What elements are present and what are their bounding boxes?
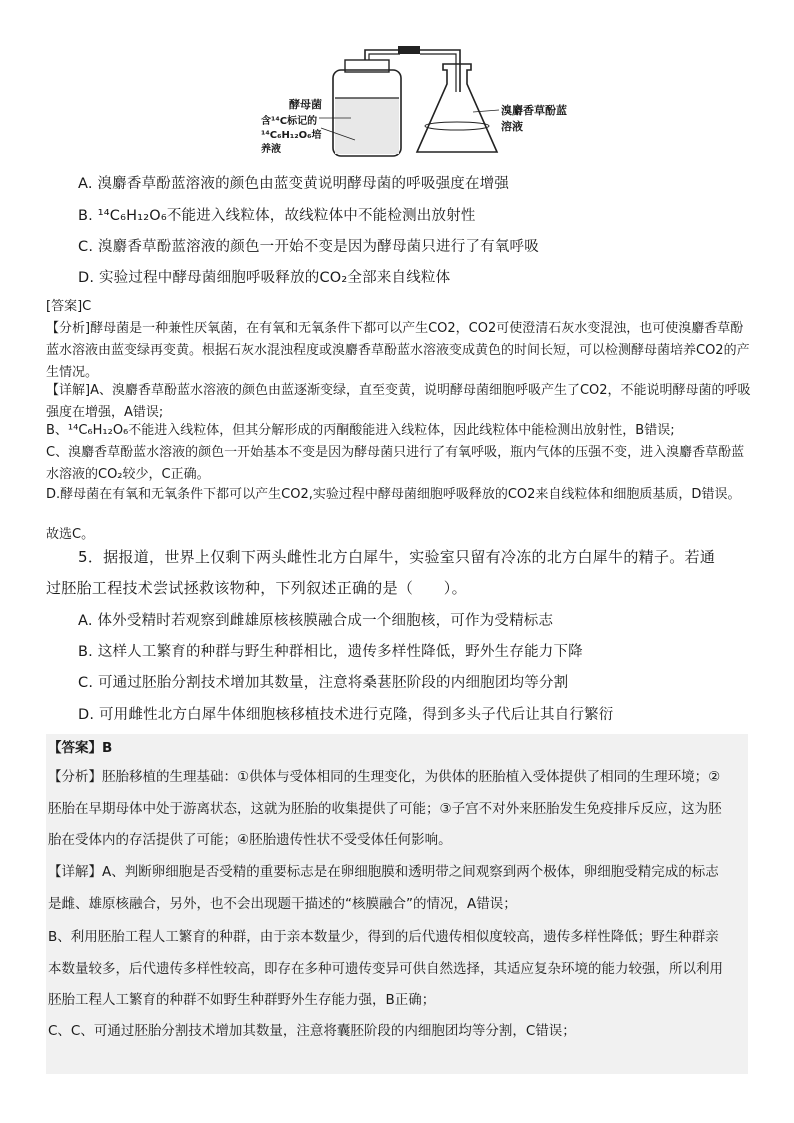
q5-analysis-2: 胚胎在早期母体中处于游离状态，这就为胚胎的收集提供了可能；③子宫不对外来胚胎发生免疫排斥反应，这为胚: [48, 801, 722, 817]
q5-option-d: D. 可用雌性北方白犀牛体细胞核移植技术进行克隆，得到多头子代后让其自行繁衍: [78, 707, 614, 723]
q4-option-a: A. 溴麝香草酚蓝溶液的颜色由蓝变黄说明酵母菌的呼吸强度在增强: [78, 176, 510, 192]
q5-detail-b1: B、利用胚胎工程人工繁育的种群，由于亲本数量少，得到的后代遗传相似度较高，遗传多样性降低；野生种群亲: [48, 929, 719, 945]
q5-analysis-3: 胎在受体内的存活提供了可能；④胚胎遗传性状不受受体任何影响。: [48, 832, 452, 848]
q5-detail-c1: C、C、可通过胚胎分割技术增加其数量，注意将囊胚阶段的内细胞团均等分割，C错误；: [48, 1023, 576, 1039]
label-solution: 溴麝香草酚蓝溶液: [501, 104, 567, 133]
q5-option-a: A. 体外受精时若观察到雌雄原核核膜融合成一个细胞核，可作为受精标志: [78, 613, 554, 629]
label-medium-3: 养液: [261, 144, 281, 155]
q4-detail-d: D.酵母菌在有氧和无氧条件下都可以产生CO2,实验过程中酵母菌细胞呼吸释放的CO2来自线粒体和细胞质基质，D错误。: [46, 487, 741, 502]
q5-detail-b2: 本数量较多，后代遗传多样性较高，即存在多种可遗传变异可供自然选择，其适应复杂环境的能力较强，所以利用: [48, 961, 723, 977]
q5-detail-a2: 是雌、雄原核融合，另外，也不会出现题干描述的“核膜融合”的情况，A错误；: [48, 896, 517, 912]
q4-option-c: C. 溴麝香草酚蓝溶液的颜色一开始不变是因为酵母菌只进行了有氧呼吸: [78, 239, 539, 255]
q5-analysis-1: 【分析】胚胎移植的生理基础：①供体与受体相同的生理变化，为供体的胚胎植入受体提供了相同的生理环境；②: [48, 769, 721, 785]
q4-detail-a: 【详解]A、溴麝香草酚蓝水溶液的颜色由蓝逐渐变绿，直至变黄，说明酵母菌细胞呼吸产生了CO2，不能说明酵母菌的呼吸强度在增强，A错误;: [46, 383, 751, 420]
q4-detail-c: C、溴麝香草酚蓝水溶液的颜色一开始基本不变是因为酵母菌只进行了有氧呼吸，瓶内气体的压强不变，进入溴麝香草酚蓝水溶液的CO₂较少，C正确。: [46, 445, 745, 482]
q4-analysis: 【分析]酵母菌是一种兼性厌氧菌，在有氧和无氧条件下都可以产生CO2，CO2可使澄清石灰水变混浊，也可使溴麝香草酚蓝水溶液由蓝变绿再变黄。根据石灰水混浊程度或溴麝香草酚蓝水溶液变成黄色的时间长短，可以检测酵母菌培养CO2的产生情况。: [46, 321, 750, 380]
q4-detail-b: B、¹⁴C₆H₁₂O₆不能进入线粒体，但其分解形成的丙酮酸能进入线粒体，因此线粒体中能检测出放射性，B错误;: [46, 423, 675, 438]
q4-answer: [答案]C: [46, 299, 92, 314]
label-medium-1: 含¹⁴C标记的: [261, 116, 318, 127]
q4-conclusion: 故选C。: [46, 527, 95, 542]
q5-stem-line-1: 5．据报道，世界上仅剩下两头雌性北方白犀牛，实验室只留有冷冻的北方白犀牛的精子。若通: [78, 548, 716, 566]
label-yeast: 酵母菌: [289, 98, 322, 111]
q4-option-d: D. 实验过程中酵母菌细胞呼吸释放的CO₂全部来自线粒体: [78, 270, 451, 286]
q5-option-b: B. 这样人工繁育的种群与野生种群相比，遗传多样性降低，野外生存能力下降: [78, 644, 583, 660]
apparatus-figure: [255, 40, 575, 160]
label-medium-2: ¹⁴C₆H₁₂O₆培: [261, 130, 322, 141]
q5-detail-a1: 【详解】A、判断卵细胞是否受精的重要标志是在卵细胞膜和透明带之间观察到两个极体，卵细胞受精完成的标志: [48, 864, 719, 880]
q4-option-b: B. ¹⁴C₆H₁₂O₆不能进入线粒体，故线粒体中不能检测出放射性: [78, 208, 476, 224]
q5-detail-b3: 胚胎工程人工繁育的种群不如野生种群野外生存能力强，B正确；: [48, 992, 436, 1008]
q5-answer: 【答案】B: [48, 740, 113, 756]
q5-stem-line-2: 过胚胎工程技术尝试拯救该物种，下列叙述正确的是（ ）。: [46, 579, 467, 597]
q5-option-c: C. 可通过胚胎分割技术增加其数量，注意将桑葚胚阶段的内细胞团均等分割: [78, 675, 569, 691]
